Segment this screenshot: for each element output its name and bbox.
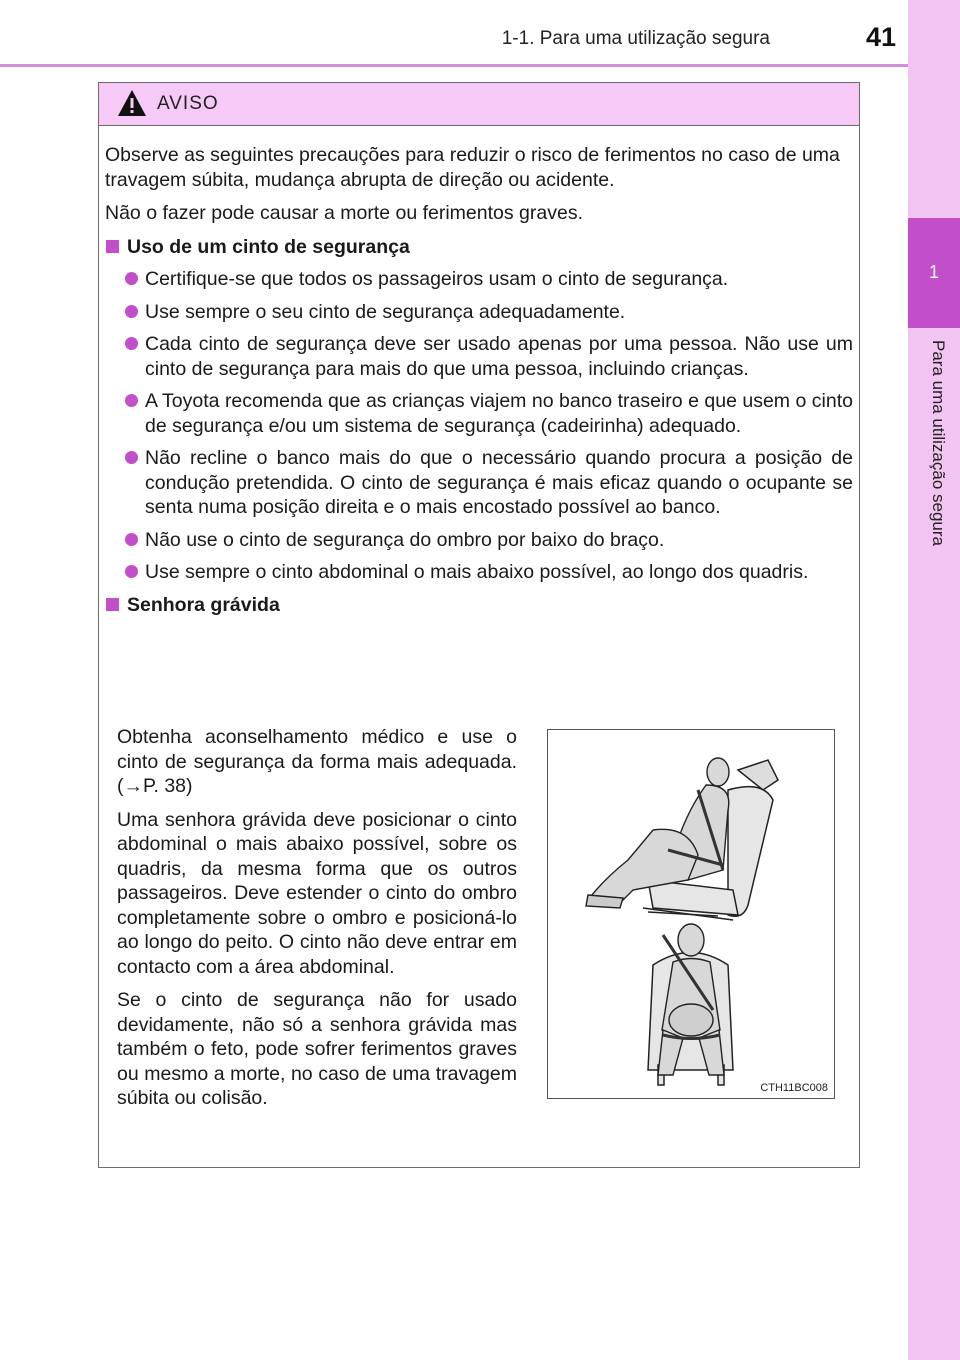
pregnant-paragraph: Uma senhora grávida deve posicionar o cinto abdominal o mais abaixo possível, sobre os quadris, da mesma forma que os outros passageiros. Deve estender o cinto do ombro completamente sobre o ombro e posicioná-lo ao longo do peito. O cinto não deve entrar em contacto com a área abdominal. [117,808,517,978]
bullet-text: Cada cinto de segurança deve ser usado apenas por uma pessoa. Não use um cinto de segurança para mais do que uma pessoa, incluindo crianças. [145,333,853,380]
side-chapter-title: Para uma utilização segura [929,340,948,547]
pregnant-woman-text [117,725,517,1120]
circle-bullet-icon [125,533,138,546]
pregnant-paragraph: Obtenha aconselhamento médico e use o cinto de segurança da forma mais adequada. (→P. 38) [117,726,517,797]
bullet-text: Não recline o banco mais do que o necessário quando procura a posição de condução pretendida. O cinto de segurança é mais eficaz quando o ocupante se senta numa posição direita e o mais encostado possível ao banco. [145,447,853,518]
circle-bullet-icon [125,272,138,285]
warning-box [98,82,860,1168]
bullet-item [105,300,853,325]
circle-bullet-icon [125,451,138,464]
illustration-code: CTH11BC008 [760,1082,828,1094]
pregnant-seatbelt-illustration [547,729,835,1099]
section-heading-text: Senhora grávida [127,593,280,616]
intro-paragraph: Observe as seguintes precauções para reduzir o risco de ferimentos no caso de uma travagem súbita, mudança abrupta de direção ou acidente. [105,144,840,191]
side-tab [908,0,960,1360]
section-heading-pregnant-woman [105,593,853,618]
section-heading-text: Uso de um cinto de segurança [127,235,410,258]
bullet-item [105,332,853,381]
bullet-item [105,560,853,585]
running-header: 1-1. Para uma utilização segura [501,28,770,49]
square-bullet-icon [106,598,119,611]
circle-bullet-icon [125,394,138,407]
warning-header [99,83,859,126]
bullet-text: A Toyota recomenda que as crianças viajem no banco traseiro e que usem o cinto de segurança e/ou um sistema de segurança (cadeirinha) adequado. [145,390,853,437]
bullet-item [105,446,853,520]
seated-woman-drawing [548,730,834,1098]
bullet-text: Use sempre o cinto abdominal o mais abaixo possível, ao longo dos quadris. [145,561,809,583]
warning-title: AVISO [157,93,219,114]
bullet-text: Use sempre o seu cinto de segurança adequadamente. [145,300,626,323]
circle-bullet-icon [125,565,138,578]
page-number: 41 [865,22,896,52]
warning-content [105,143,853,625]
circle-bullet-icon [125,305,138,318]
side-chapter-number: 1 [928,262,939,282]
circle-bullet-icon [125,337,138,350]
header-divider [0,64,908,67]
bullet-text: Não use o cinto de segurança do ombro por baixo do braço. [145,528,665,551]
square-bullet-icon [106,240,119,253]
consequence-paragraph: Não o fazer pode causar a morte ou ferimentos graves. [105,202,583,224]
bullet-item [105,389,853,438]
bullet-text: Certifique-se que todos os passageiros usam o cinto de segurança. [145,268,729,290]
pregnant-paragraph: Se o cinto de segurança não for usado devidamente, não só a senhora grávida mas também o feto, pode sofrer ferimentos graves ou mesmo a morte, no caso de uma travagem súbita ou colisão. [117,989,517,1109]
warning-triangle-icon [117,89,147,117]
bullet-item [105,528,853,553]
bullet-item [105,267,853,292]
section-heading-seatbelt-use [105,235,853,260]
